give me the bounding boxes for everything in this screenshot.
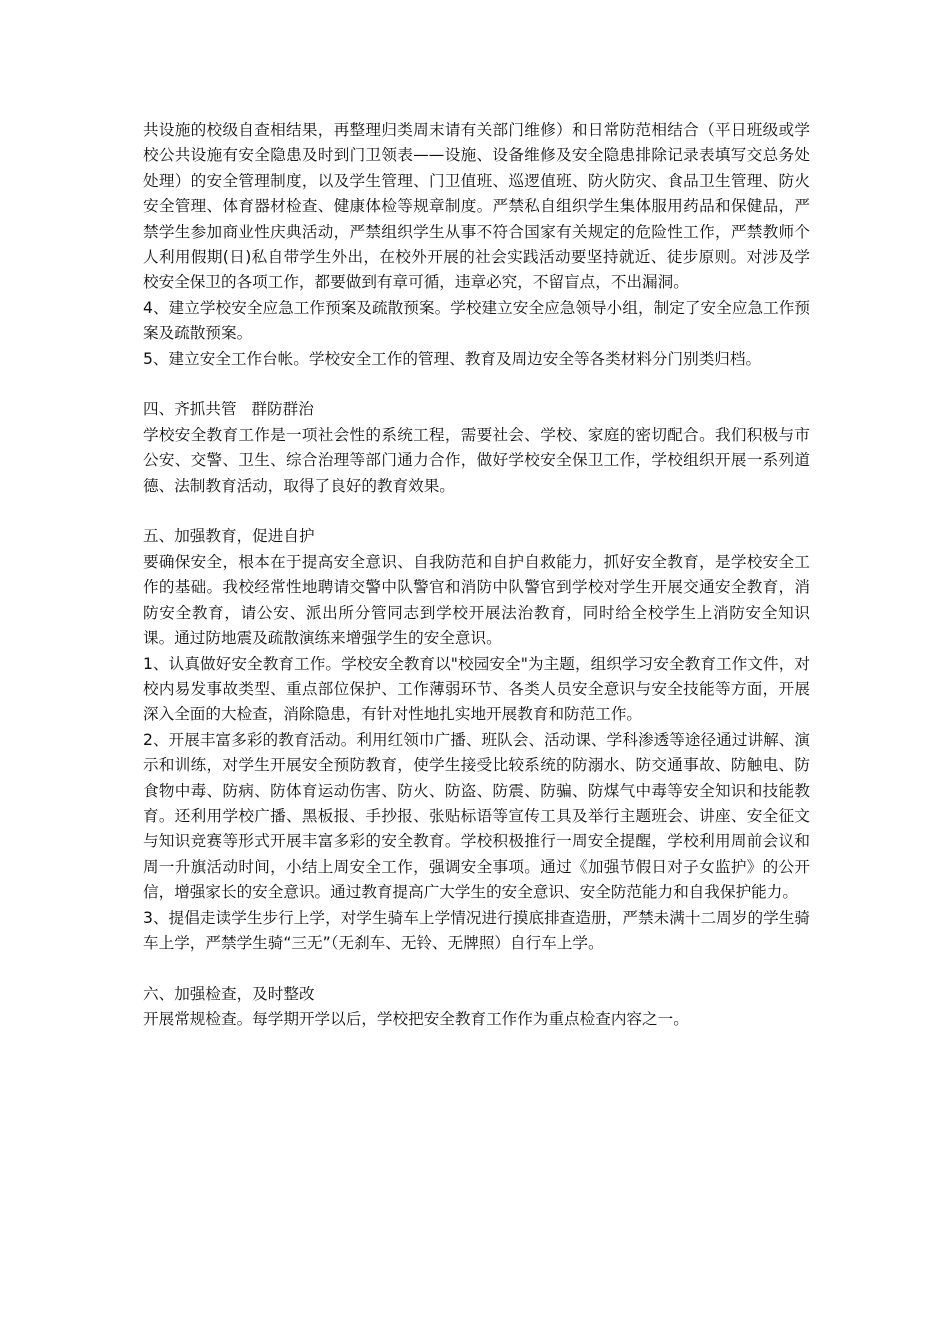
section-heading-5: 五、加强教育，促进自护 bbox=[143, 527, 315, 546]
blank-line bbox=[143, 372, 810, 397]
section-heading-6: 六、加强检查，及时整改 bbox=[143, 984, 315, 1003]
paragraph-section-4: 学校安全教育工作是一项社会性的系统工程，需要社会、学校、家庭的密切配合。我们积极与市公安、交警、卫生、综合治理等部门通力合作，做好学校安全保卫工作，学校组织开展一系列道德、法制教育活动，取得了良好的教育效果。 bbox=[143, 425, 810, 495]
paragraph-safety-rules: 共设施的校级自查相结果，再整理归类周末请有关部门维修）和日常防范相结合（平日班级或学校公共设施有安全隐患及时到门卫领表——设施、设备维修及安全隐患排除记录表填写交总务处处理）的安全管理制度，以及学生管理、门卫值班、巡逻值班、防火防灾、食品卫生管理、防火安全管理、体育器材检查、健康体检等规章制度。严禁私自组织学生集体服用药品和保健品，严禁学生参加商业性庆典活动，严禁组织学生从事不符合国家有关规定的危险性工作，严禁教师个人利用假期(日)私自带学生外出，在校外开展的社会实践活动要坚持就近、徒步原则。对涉及学校安全保卫的各项工作，都要做到有章可循，违章必究，不留盲点，不出漏洞。 bbox=[143, 121, 810, 292]
section-heading-4: 四、齐抓共管 群防群治 bbox=[143, 400, 314, 419]
paragraph-section-6: 开展常规检查。每学期开学以后，学校把安全教育工作作为重点检查内容之一。 bbox=[143, 1010, 689, 1029]
document-page bbox=[143, 118, 810, 1033]
blank-line bbox=[143, 956, 810, 981]
paragraph-section-5-item-3: 3、提倡走读学生步行上学，对学生骑车上学情况进行摸底排查造册，严禁未满十二周岁的学生骑车上学，严禁学生骑“三无”（无刹车、无铃、无牌照）自行车上学。 bbox=[143, 908, 810, 952]
paragraph-item-4: 4、建立学校安全应急工作预案及疏散预案。学校建立安全应急领导小组，制定了安全应急工作预案及疏散预案。 bbox=[143, 298, 810, 343]
blank-line bbox=[143, 499, 810, 524]
paragraph-section-5-item-2: 2、开展丰富多彩的教育活动。利用红领巾广播、班队会、活动课、学科渗透等途径通过讲解、演示和训练，对学生开展安全预防教育，使学生接受比较系统的防溺水、防交通事故、防触电、防食物中毒、防病、防体育运动伤害、防火、防盗、防震、防骗、防煤气中毒等安全知识和技能教育。还利用学校广播、黑板报、手抄报、张贴标语等宣传工具及举行主题班会、讲座、安全征文与知识竞赛等形式开展丰富多彩的安全教育。学校积极推行一周安全提醒，学校利用周前会议和周一升旗活动时间，小结上周安全工作，强调安全事项。通过《加强节假日对子女监护》的公开信，增强家长的安全意识。通过教育提高广大学生的安全意识、安全防范能力和自我保护能力。 bbox=[143, 730, 810, 902]
paragraph-section-5-item-1: 1、认真做好安全教育工作。学校安全教育以"校园安全"为主题，组织学习安全教育工作文件，对校内易发事故类型、重点部位保护、工作薄弱环节、各类人员安全意识与安全技能等方面，开展深入全面的大检查，消除隐患，有针对性地扎实地开展教育和防范工作。 bbox=[143, 654, 810, 724]
paragraph-section-5-intro: 要确保安全，根本在于提高安全意识、自我防范和自护自救能力，抓好安全教育，是学校安全工作的基础。我校经常性地聘请交警中队警官和消防中队警官到学校对学生开展交通安全教育，消防安全教育，请公安、派出所分管同志到学校开展法治教育，同时给全校学生上消防安全知识课。通过防地震及疏散演练来增强学生的安全意识。 bbox=[143, 552, 810, 648]
paragraph-item-5: 5、建立安全工作台帐。学校安全工作的管理、教育及周边安全等各类材料分门别类归档。 bbox=[143, 349, 762, 368]
